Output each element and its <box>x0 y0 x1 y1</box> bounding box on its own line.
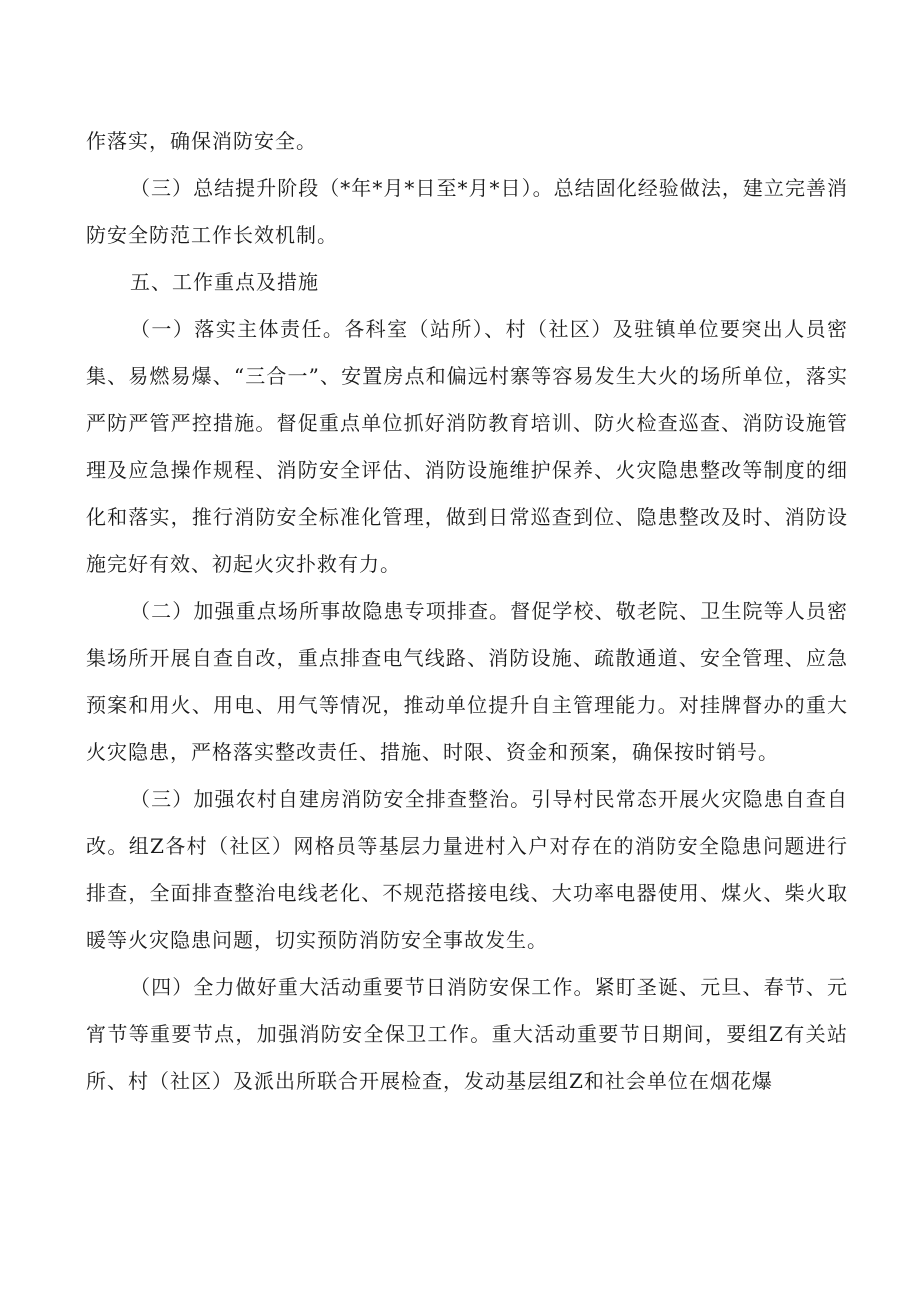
section-heading-key-work: 五、工作重点及措施 <box>130 270 319 294</box>
paragraph-item-four: （四）全力做好重大活动重要节日消防安保工作。紧盯圣诞、元旦、春节、元宵节等重要节点，加强消防安全保卫工作。重大活动重要节日期间，要组Z有关站所、村（社区）及派出所联合开展检查，发动基层组Z和社会单位在烟花爆 <box>86 975 848 1093</box>
paragraph-item-one: （一）落实主体责任。各科室（站所）、村（社区）及驻镇单位要突出人员密集、易燃易爆、“三合一”、安置房点和偏远村寨等容易发生大火的场所单位，落实严防严管严控措施。督促重点单位抓好消防教育培训、防火检查巡查、消防设施管理及应急操作规程、消防安全评估、消防设施维护保养、火灾隐患整改等制度的细化和落实，推行消防安全标准化管理，做到日常巡查到位、隐患整改及时、消防设施完好有效、初起火灾扑救有力。 <box>86 317 848 576</box>
document-body <box>86 118 848 1105</box>
paragraph-continuation: 作落实，确保消防安全。 <box>86 129 317 153</box>
paragraph-phase-three: （三）总结提升阶段（*年*月*日至*月*日）。总结固化经验做法，建立完善消防安全防范工作长效机制。 <box>86 176 848 247</box>
paragraph-item-two: （二）加强重点场所事故隐患专项排查。督促学校、敬老院、卫生院等人员密集场所开展自查自改，重点排查电气线路、消防设施、疏散通道、安全管理、应急预案和用火、用电、用气等情况，推动单位提升自主管理能力。对挂牌督办的重大火灾隐患，严格落实整改责任、措施、时限、资金和预案，确保按时销号。 <box>86 599 848 764</box>
paragraph-item-three: （三）加强农村自建房消防安全排查整治。引导村民常态开展火灾隐患自查自改。组Z各村（社区）网格员等基层力量进村入户对存在的消防安全隐患问题进行排查，全面排查整治电线老化、不规范搭接电线、大功率电器使用、煤火、柴火取暖等火灾隐患问题，切实预防消防安全事故发生。 <box>86 787 848 952</box>
